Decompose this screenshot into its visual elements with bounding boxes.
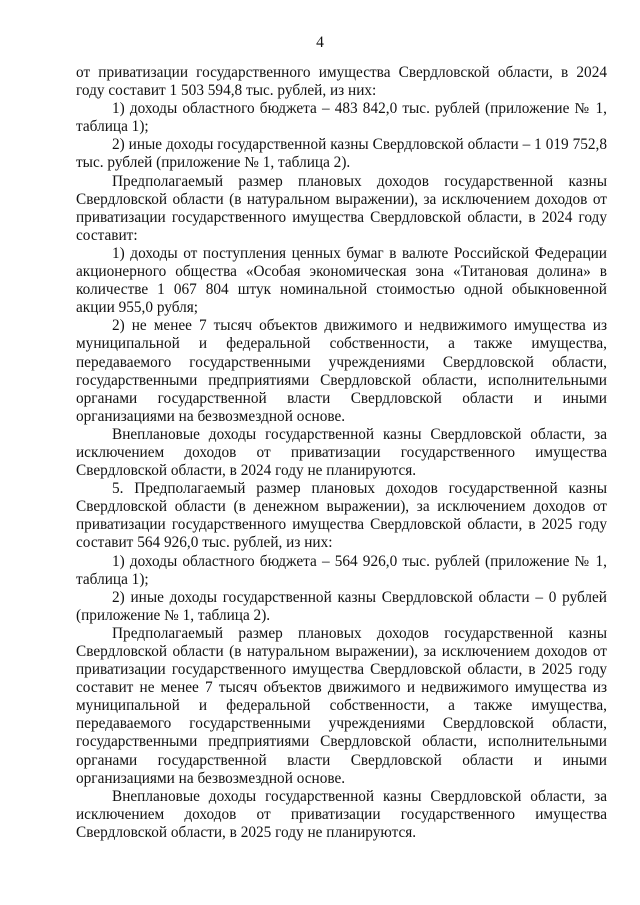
- paragraph: 5. Предполагаемый размер плановых доходов государственной казны Свердловской области (в денежном выражении), за исключением доходов от приватизации государственного имущества Свердловской области, в 2025 году составит 564 926,0 тыс. рублей, из них:: [76, 480, 607, 552]
- paragraph: от приватизации государственного имущества Свердловской области, в 2024 году составит 1 503 594,8 тыс. рублей, из них:: [76, 64, 607, 100]
- paragraph: Внеплановые доходы государственной казны Свердловской области, за исключением доходов от приватизации государственного имущества Свердловской области, в 2025 году не планируются.: [76, 787, 607, 841]
- page-number: 4: [316, 34, 324, 51]
- paragraph: 1) доходы областного бюджета – 564 926,0 тыс. рублей (приложение № 1, таблица 1);: [76, 552, 607, 588]
- paragraph: 1) доходы областного бюджета – 483 842,0 тыс. рублей (приложение № 1, таблица 1);: [76, 100, 607, 136]
- paragraph: 1) доходы от поступления ценных бумаг в валюте Российской Федерации акционерного общества «Особая экономическая зона «Титановая долина» в количестве 1 067 804 штук номинальной стоимостью одной обыкновенной акции 955,0 рубля;: [76, 244, 607, 317]
- paragraph: 2) не менее 7 тысяч объектов движимого и недвижимого имущества из муниципальной и федеральной собственности, а также имущества, передаваемого государственными учреждениями Свердловской области, государственными предприятиями Свердловской области, исполнительными органами государственной власти Свердловской области и иными организациями на безвозмездной основе.: [76, 317, 607, 425]
- paragraph: Предполагаемый размер плановых доходов государственной казны Свердловской области (в натуральном выражении), за исключением доходов от приватизации государственного имущества Свердловской области, в 2024 году составит:: [76, 172, 607, 244]
- paragraph: Внеплановые доходы государственной казны Свердловской области, за исключением доходов от приватизации государственного имущества Свердловской области, в 2024 году не планируются.: [76, 425, 607, 480]
- paragraph: Предполагаемый размер плановых доходов государственной казны Свердловской области (в натуральном выражении), за исключением доходов от приватизации государственного имущества Свердловской области, в 2025 году составит не менее 7 тысяч объектов движимого и недвижимого имущества из муниципальной и федеральной собственности, а также имущества, передаваемого государственными учреждениями Свердловской области, государственными предприятиями Свердловской области, исполнительными органами государственной власти Свердловской области и иными организациями на безвозмездной основе.: [76, 624, 607, 787]
- paragraph: 2) иные доходы государственной казны Свердловской области – 0 рублей (приложение № 1, таблица 2).: [76, 588, 607, 624]
- paragraph: 2) иные доходы государственной казны Свердловской области – 1 019 752,8 тыс. рублей (приложение № 1, таблица 2).: [76, 136, 607, 172]
- document-body: [76, 64, 607, 842]
